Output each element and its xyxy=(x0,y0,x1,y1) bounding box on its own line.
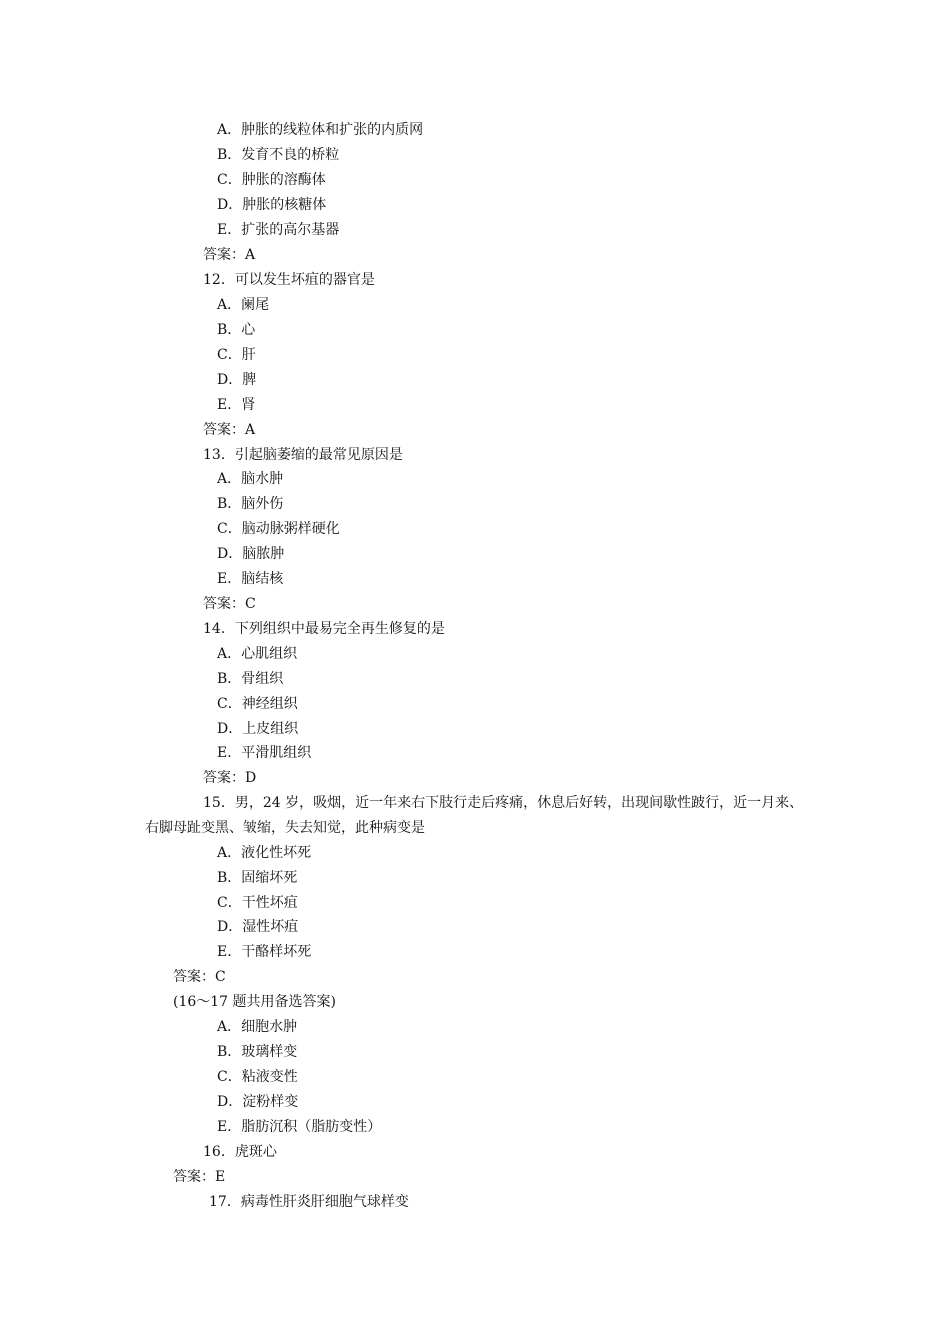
option-line: E．肾 xyxy=(217,397,256,413)
option-line: D．脾 xyxy=(217,372,257,388)
option-line: B．固缩坏死 xyxy=(217,870,298,886)
option-line: B．骨组织 xyxy=(217,671,284,687)
option-line: E．干酪样坏死 xyxy=(217,944,312,960)
question-line: 12．可以发生坏疽的器官是 xyxy=(203,272,375,288)
answer-line: 答案：C xyxy=(173,969,226,985)
option-line: C．干性坏疽 xyxy=(217,895,298,911)
option-line: B．心 xyxy=(217,322,256,338)
question-line: 17．病毒性肝炎肝细胞气球样变 xyxy=(209,1194,409,1210)
option-line: A．阑尾 xyxy=(217,297,270,313)
option-line: B．玻璃样变 xyxy=(217,1044,298,1060)
option-line: B．脑外伤 xyxy=(217,496,284,512)
option-line: B．发育不良的桥粒 xyxy=(217,147,340,163)
answer-line: 答案：E xyxy=(173,1169,226,1185)
option-line: A．细胞水肿 xyxy=(217,1019,298,1035)
option-line: D．湿性坏疽 xyxy=(217,919,299,935)
answer-line: 答案：C xyxy=(203,596,256,612)
option-line: A．脑水肿 xyxy=(217,471,284,487)
option-line: D．肿胀的核糖体 xyxy=(217,197,327,213)
option-line: A．心肌组织 xyxy=(217,646,298,662)
option-line: C．脑动脉粥样硬化 xyxy=(217,521,340,537)
option-line: C．肝 xyxy=(217,347,256,363)
option-line: C．粘液变性 xyxy=(217,1069,298,1085)
answer-line: 答案：A xyxy=(203,422,256,438)
option-line: E．脑结核 xyxy=(217,571,284,587)
shared-options-header: (16～17 题共用备选答案) xyxy=(173,994,337,1010)
answer-line: 答案：D xyxy=(203,770,257,786)
option-line: E．平滑肌组织 xyxy=(217,745,312,761)
question-line: 16．虎斑心 xyxy=(203,1144,277,1160)
answer-line: 答案：A xyxy=(203,247,256,263)
question-line: 右脚母趾变黑、皱缩，失去知觉，此种病变是 xyxy=(145,820,425,836)
question-line: 14．下列组织中最易完全再生修复的是 xyxy=(203,621,445,637)
option-line: A．液化性坏死 xyxy=(217,845,312,861)
option-line: D．上皮组织 xyxy=(217,721,299,737)
option-line: C．神经组织 xyxy=(217,696,298,712)
option-line: E．扩张的高尔基器 xyxy=(217,222,340,238)
option-line: D．脑脓肿 xyxy=(217,546,285,562)
option-line: C．肿胀的溶酶体 xyxy=(217,172,326,188)
question-line: 15．男，24 岁，吸烟，近一年来右下肢行走后疼痛，休息后好转，出现间歇性跛行，近一月来、 xyxy=(203,795,804,811)
option-line: E．脂肪沉积（脂肪变性） xyxy=(217,1119,382,1135)
option-line: A．肿胀的线粒体和扩张的内质网 xyxy=(217,122,424,138)
question-line: 13．引起脑萎缩的最常见原因是 xyxy=(203,447,403,463)
option-line: D．淀粉样变 xyxy=(217,1094,299,1110)
